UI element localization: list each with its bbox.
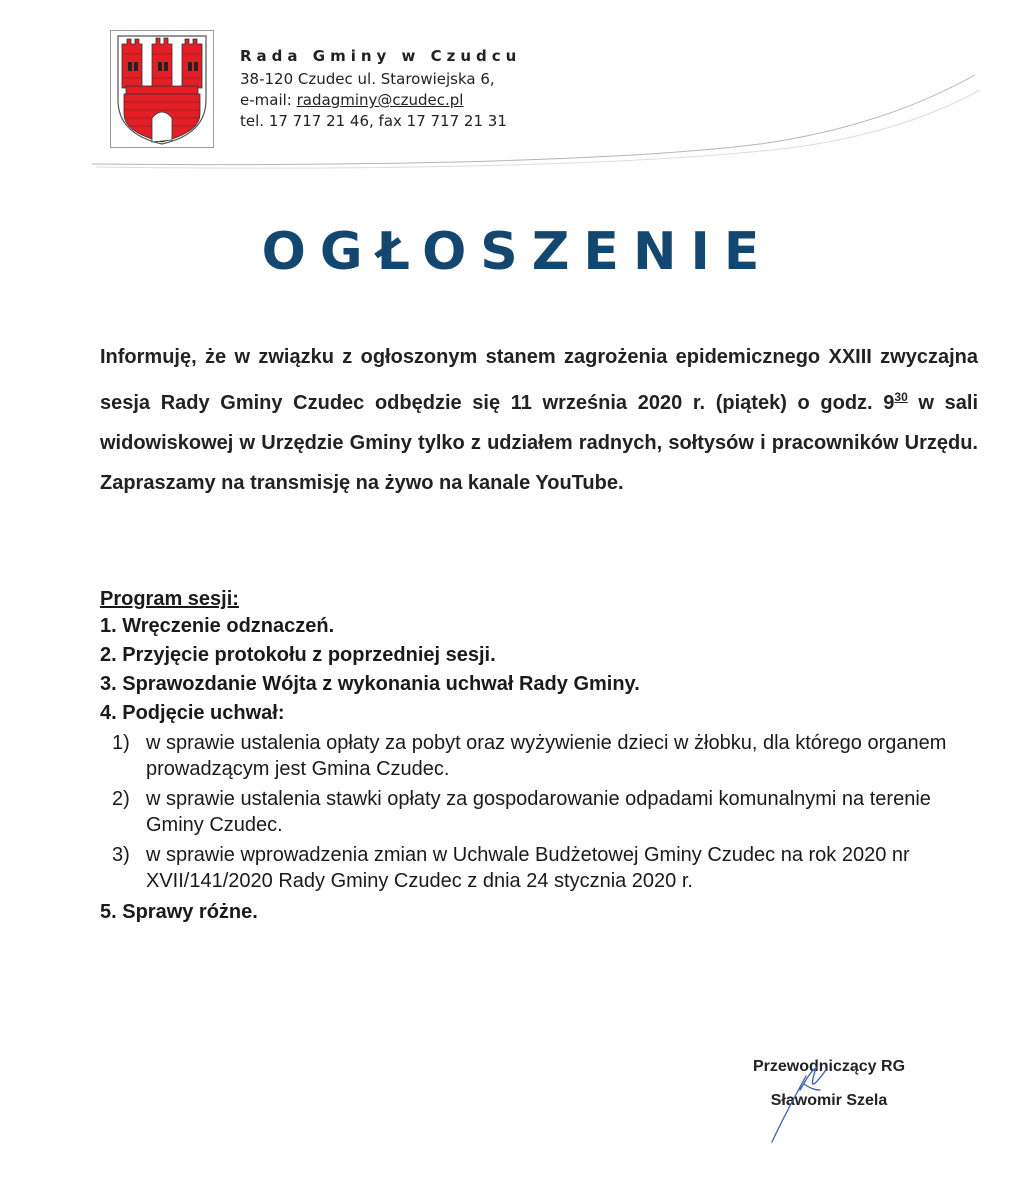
organization-name: Rada Gminy w Czudcu	[240, 47, 522, 65]
signatory-name: Sławomir Szela	[770, 1092, 888, 1109]
program-item-3: 3. Sprawozdanie Wójta z wykonania uchwał Rady Gminy.	[100, 673, 640, 695]
document-title: OGŁOSZENIE	[261, 222, 774, 282]
announcement-text-end: w sali widowiskowej w Urzędzie Gminy tylko z udziałem radnych, sołtysów i pracowników Urzędu. Zapraszamy na transmisję na żywo na kanale YouTube.	[100, 392, 979, 494]
email-link[interactable]: radagminy@czudec.pl	[296, 91, 464, 109]
handwritten-signature-icon	[760, 1050, 840, 1150]
letterhead-divider	[0, 60, 1021, 180]
resolution-number: 3)	[112, 844, 130, 866]
signatory-role: Przewodniczący RG	[752, 1058, 906, 1075]
announcement-body	[100, 337, 978, 503]
phone-fax-line: tel. 17 717 21 46, fax 17 717 21 31	[240, 112, 507, 130]
program-heading: Program sesji:	[100, 588, 239, 610]
resolution-number: 2)	[112, 788, 130, 810]
time-minutes: 30	[894, 390, 908, 404]
announcement-text-start: Informuję, że w związku z ogłoszonym stanem zagrożenia epidemicznego XXIII zwyczajna sesja Rady Gminy Czudec odbędzie się 11 września 2020 r. (piątek) o godz. 9	[100, 346, 978, 414]
email-label: e-mail:	[240, 91, 292, 109]
resolution-item-2	[112, 786, 980, 838]
resolution-text: w sprawie ustalenia opłaty za pobyt oraz wyżywienie dzieci w żłobku, dla którego organem prowadzącym jest Gmina Czudec.	[146, 732, 947, 780]
program-item-5: 5. Sprawy różne.	[100, 901, 258, 923]
program-item-2: 2. Przyjęcie protokołu z poprzedniej sesji.	[100, 644, 496, 666]
organization-address: 38-120 Czudec ul. Starowiejska 6,	[240, 70, 495, 88]
resolution-text: w sprawie wprowadzenia zmian w Uchwale Budżetowej Gminy Czudec na rok 2020 nr XVII/141/2020 Rady Gminy Czudec z dnia 24 stycznia 2020 r.	[146, 844, 910, 892]
resolution-text: w sprawie ustalenia stawki opłaty za gospodarowanie odpadami komunalnymi na terenie Gminy Czudec.	[146, 788, 931, 836]
resolution-item-1	[112, 730, 980, 782]
resolution-item-3	[112, 842, 980, 894]
program-item-1: 1. Wręczenie odznaczeń.	[100, 615, 335, 637]
session-program	[100, 586, 980, 927]
resolution-number: 1)	[112, 732, 130, 754]
program-item-4: 4. Podjęcie uchwał:	[100, 702, 285, 724]
